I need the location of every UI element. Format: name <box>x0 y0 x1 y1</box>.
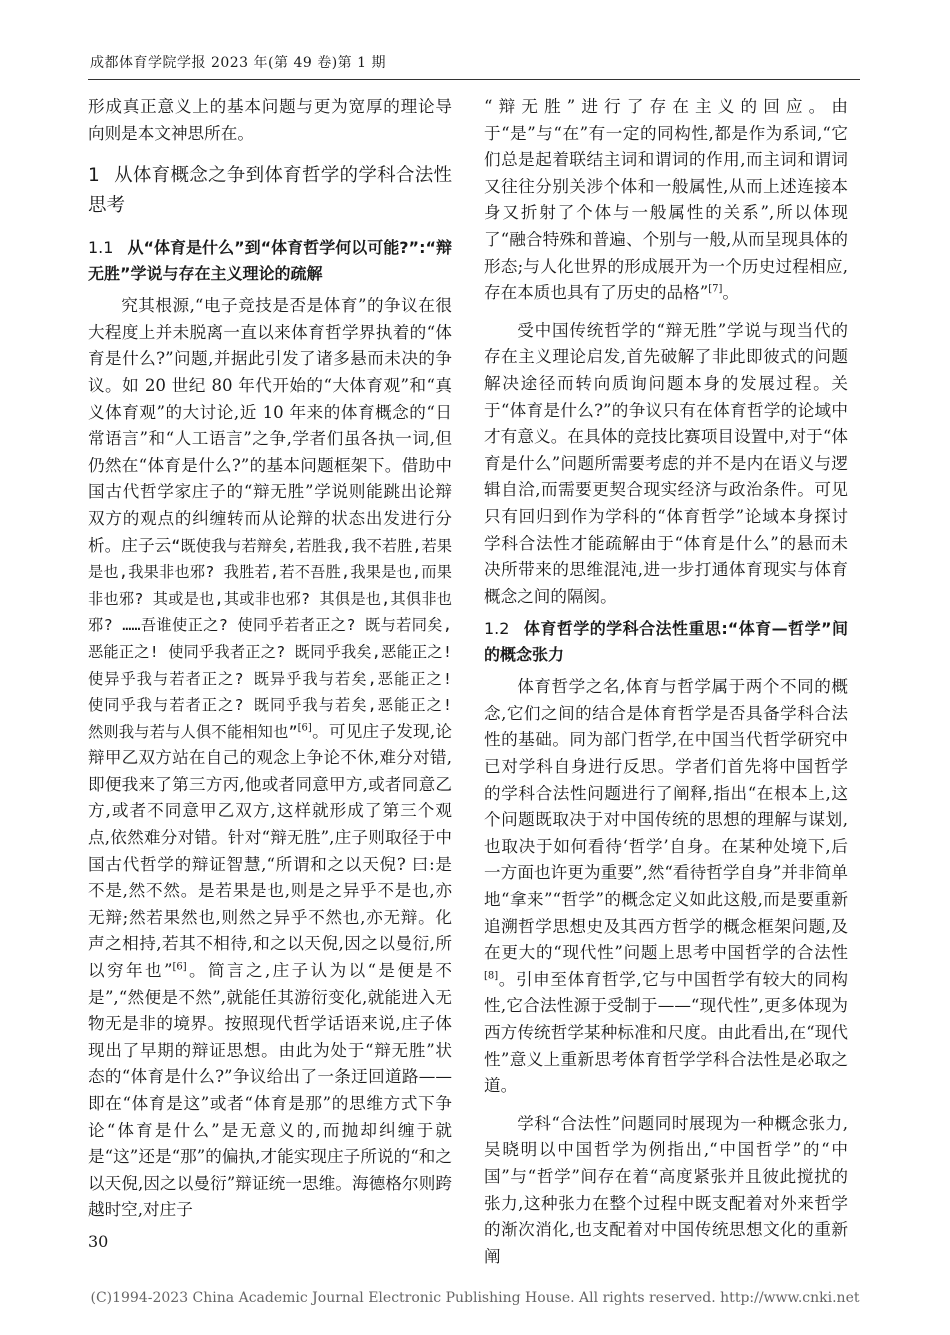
right-column <box>484 94 848 1270</box>
citation-6: [6] <box>172 961 187 973</box>
copyright-footer: (C)1994-2023 China Academic Journal Electronic Publishing House. All rights reserved. http://www.cnki.net <box>90 1290 860 1306</box>
body-paragraph <box>484 94 848 307</box>
running-header: 成都体育学院学报 2023 年(第 49 卷)第 1 期 <box>90 55 386 71</box>
left-column <box>88 94 452 1224</box>
zhuangzi-quote: “既使我与若辩矣,若胜我,我不若胜,若果是也,我果非也邪? 我胜若,若不吾胜,我果是也,而果非也邪? 其或是也,其或非也邪? 其俱是也,其俱非也邪? ……吾谁使正之? 使同乎若者正之? 既与若同矣,恶能正之! 使同乎我者正之? 既同乎我矣,恶能正之! 使异乎我与若者正之? 既异乎我与若矣,恶能正之! 使同乎我与若者正之? 既同乎我与若矣,恶能正之! 然则我与若与人俱不能相知也” <box>88 536 453 741</box>
paragraph-text: 究其根源,“电子竞技是否是体育”的争议在很大程度上并未脱离一直以来体育哲学界执着的“体育是什么?”问题,并据此引发了诸多悬而未决的争议。如 20 世纪 80 年代开始的“大体育观”和“真义体育观”的大讨论,近 10 年来的体育概念的“日常语言”和“人工语言”之争,学者们虽各执一词,但仍然在“体育是什么?”的基本问题框架下。借助中国古代哲学家庄子的“辩无胜”学说则能跳出论辩双方的观点的纠缠转而从论辩的状态出发进行分析。庄子云 <box>88 296 452 555</box>
body-paragraph: 受中国传统哲学的“辩无胜”学说与现当代的存在主义理论启发,首先破解了非此即彼式的问题解决途径而转向质询问题本身的发展过程。关于“体育是什么?”的争议只有在体育哲学的论域中才有意义。在具体的竞技比赛项目设置中,对于“体育是什么”问题所需要考虑的并不是内在语义与逻辑自洽,而需要更契合现实经济与政治条件。可见只有回归到作为学科的“体育哲学”论域本身探讨学科合法性才能疏解由于“体育是什么”的悬而未决所带来的思维混沌,进一步打通体育现实与体育概念之间的隔阂。 <box>484 320 848 606</box>
section-1-number: 1 <box>88 165 100 187</box>
paragraph-text: 体育哲学之名,体育与哲学属于两个不同的概念,它们之间的结合是体育哲学是否具备学科合法性的基础。同为部门哲学,在中国当代哲学研究中已对学科自身进行反思。学者们首先将中国哲学的学科合法性问题进行了阐释,指出“在根本上,这个问题既取决于对中国传统的思想的理解与谋划,也取决于如何看待‘哲学’自身。在某种处境下,后一方面也许更为重要”,然“看待哲学自身”并非简单地“拿来”“哲学”的概念定义如此这般,而是要重新追溯哲学思想史及其西方哲学的概念框架问题,及在更大的“现代性”问题上思考中国哲学的合法性 <box>484 677 848 963</box>
citation-6: [6] <box>297 722 312 734</box>
subsection-1-2-number: 1.2 <box>484 619 510 639</box>
body-paragraph: 学科“合法性”问题同时展现为一种概念张力,吴晓明以中国哲学为例指出,“中国哲学”的“中国”与“哲学”间存在着“高度紧张并且彼此搅扰的张力,这种张力在整个过程中既支配着对外来哲学的渐次消化,也支配着对中国传统思想文化的重新阐 <box>484 1113 848 1266</box>
body-paragraph <box>88 293 452 1224</box>
subsection-1-2-title: 体育哲学的学科合法性重思:“体育—哲学”间的概念张力 <box>484 619 848 665</box>
paragraph-text: 。简言之,庄子认为以“是便是不是”,“然便是不然”,就能任其游衍变化,就能进入无物无是非的境界。按照现代哲学话语来说,庄子体现出了早期的辩证思想。由此为处于“辩无胜”状态的“体育是什么?”争议给出了一条迂回道路——即在“体育是这”或者“体育是那”的思维方式下争论“体育是什么”是无意义的,而抛却纠缠于就是“这”还是“那”的偏执,才能实现庄子所说的“和之以天倪,因之以曼衍”辩证统一思维。海德格尔则跨越时空,对庄子 <box>88 961 452 1220</box>
subsection-1-1-title: 从“体育是什么”到“体育哲学何以可能?”:“辩无胜”学说与存在主义理论的疏解 <box>88 238 452 284</box>
paragraph-text: 。可见庄子发现,论辩甲乙双方站在自己的观念上争论不休,难分对错,即便我来了第三方丙,他或者同意甲方,或者同意乙方,或者不同意甲乙双方,这样就形成了第三个观点,依然难分对错。针对“辩无胜”,庄子则取径于中国古代哲学的辩证智慧,“所谓和之以天倪? 曰:是不是,然不然。是若果是也,则是之异乎不是也,亦无辩;然若果然也,则然之异乎不然也,亦无辩。化声之相持,若其不相待,和之以天倪,因之以曼衍,所以穷年也” <box>88 721 452 981</box>
paragraph-text: 。 <box>722 283 739 303</box>
subsection-1-2-heading <box>484 616 848 668</box>
citation-7: [7] <box>708 283 723 295</box>
intro-paragraph: 形成真正意义上的基本问题与更为宽厚的理论导向则是本文神思所在。 <box>88 97 452 143</box>
section-1-heading <box>88 161 452 221</box>
paragraph-text: “辩无胜”进行了存在主义的回应。由于“是”与“在”有一定的同构性,都是作为系词,“它们总是起着联结主词和谓词的作用,而主词和谓词又往往分别关涉个体和一般属性,从而上述连接本身又折射了个体与一般属性的关系”,所以体现了“融合特殊和普遍、个别与一般,从而呈现具体的形态;与人化世界的形成展开为一个历史过程相应,存在本质也具有了历史的品格” <box>484 97 848 303</box>
subsection-1-1-number: 1.1 <box>88 238 114 258</box>
section-1-title: 从体育概念之争到体育哲学的学科合法性思考 <box>88 165 452 217</box>
page-number: 30 <box>88 1232 109 1251</box>
subsection-1-1-heading <box>88 235 452 287</box>
header-rule <box>88 79 860 80</box>
body-paragraph <box>484 674 848 1100</box>
paragraph-text: 。引申至体育哲学,它与中国哲学有较大的同构性,它合法性源于受制于——“现代性”,更多体现为西方传统哲学某种标准和尺度。由此看出,在“现代性”意义上重新思考体育哲学学科合法性是必取之道。 <box>484 969 848 1096</box>
citation-8: [8] <box>484 970 499 982</box>
